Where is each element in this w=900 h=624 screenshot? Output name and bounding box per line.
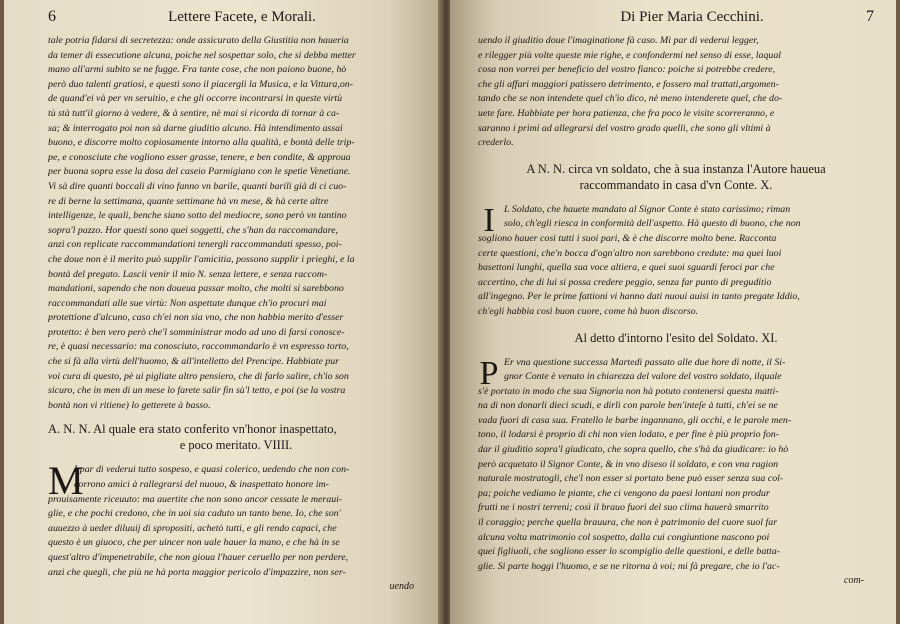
text-line: s'è portato in modo che sua Signoria non hà potuto contenersi questa matti- bbox=[478, 385, 779, 397]
text-line: corrono amici à rallegrarsi del nuouo, & inaspettato honore im- bbox=[74, 479, 329, 491]
text-line: protetto: è ben vero però che'l somministrar modo ad uno di farsi conosce- bbox=[48, 326, 345, 338]
text-line: tale potria fidarsi di secretezza: onde assicurato della Giustitia non haueria bbox=[48, 35, 349, 46]
text-line: anzi con replicate raccommandationi tenergli raccommandati spesso, poi- bbox=[48, 239, 342, 251]
text-line: buono, e discorre molto copiosamente intorno alla qualità, e bontà delle trip- bbox=[48, 137, 355, 149]
drop-cap: I bbox=[483, 201, 495, 239]
page-number: 7 bbox=[865, 8, 874, 25]
letter-text bbox=[478, 203, 874, 320]
section-heading-line: e poco meritato. VIIII. bbox=[179, 438, 293, 453]
text-line: pe, e conosciute che vogliono esser grasse, tenere, e ben condite, & approua bbox=[48, 151, 351, 163]
right-header bbox=[478, 8, 874, 26]
text-line: il coraggio; perche quella brauura, che non è patrimonio del cuore suol far bbox=[478, 517, 778, 529]
drop-cap: P bbox=[479, 354, 499, 392]
left-page bbox=[4, 0, 442, 624]
text-line: crederlo. bbox=[478, 137, 514, 149]
letter-body bbox=[478, 203, 874, 320]
text-line: auuezzo à ueder diluuij di spropositi, achetò tutti, e gli rendo capaci, che bbox=[48, 522, 337, 534]
section-heading-line: A. N. N. Al quale era stato conferito vn'honor inaspettato, bbox=[48, 422, 337, 437]
text-line: na di non donarli dieci scudi, e dirli con parole ben'inteſe à tutti, ch'ei se ne bbox=[478, 400, 778, 412]
text-line: ch'egli habbia così buon cuore, come hà buon discorso. bbox=[478, 305, 699, 317]
text-line: quei figliuoli, che sogliono esser lo scompiglio delle questioni, e delle batta- bbox=[478, 546, 780, 558]
letter-text bbox=[48, 34, 424, 413]
text-line: però duo talenti gratiosi, e questi sono il piacergli la Musica, e la Vittura,on- bbox=[48, 78, 353, 90]
text-line: accertino, che di lui si possa credere peggio, senza far punto di preguditio bbox=[478, 276, 772, 288]
section-heading: Al detto d'intorno l'esito del Soldato. XI. bbox=[574, 330, 778, 345]
text-line: glie, e che pochi credono, che in uoi sia caduto un tanto bene. Io, che son' bbox=[48, 508, 341, 520]
text-line: sogliono hauer così tutti i suoi pari, & è che discorre molto bene. Racconta bbox=[478, 232, 777, 244]
text-line: uendo il giuditio doue l'imaginatione fà caso. Mi par di vederui legger, bbox=[478, 35, 759, 46]
text-line: tono, il lodarsi è proprio di chi non vien lodato, e per fine è più proprio fon- bbox=[478, 429, 779, 441]
letter-text bbox=[478, 356, 874, 575]
text-line: saranno i primi ad allegrarsi del vostro grado quelli, che sono gli vltimi à bbox=[478, 122, 771, 134]
text-line: intelligenze, le quali, benche siano sotto del mediocre, sono però vn tantino bbox=[48, 210, 347, 222]
text-line: vada fuori di casa sua. Fratello le barbe ingannano, gli occhi, e le parole men- bbox=[478, 414, 792, 426]
text-line: anzi che quegli, che più ne hà porta maggior pericolo d'impazzire, non ser- bbox=[48, 566, 346, 578]
text-line: voi cura di questo, pè ui pigliate altro pensiero, che di farlo salire, ch'io son bbox=[48, 370, 349, 382]
text-line: bontà non vi ritiene) lo getterete à basso. bbox=[48, 399, 211, 411]
text-line: L Soldato, che hauete mandato al Signor Conte è stato carissimo; riman bbox=[504, 203, 791, 215]
text-line: per buona sopra esse la dosa del caseio Parmigiano con le spetie Venetiane. bbox=[48, 166, 351, 178]
section-heading-line: A N. N. circa vn soldato, che à sua instanza l'Autore haueua bbox=[526, 161, 826, 176]
text-line: raccommandati alle sue virtù: Non aspettate dunque ch'io procuri mai bbox=[48, 297, 327, 309]
catchword: com- bbox=[844, 575, 864, 587]
text-line: però acquetato il Signor Conte, & in vno diseso il soldato, e con vna ragion bbox=[478, 458, 779, 470]
text-line: mano all'armi subito se ne fugge. Fra tante cose, che non paiono buone, hò bbox=[48, 64, 347, 76]
text-line: che si fà alla virtù dell'huomo, & all'intelletto del Prencipe. Habbiate pur bbox=[48, 356, 340, 368]
text-line: sa; & interrogato poi non sà darne giuditio alcuno. Hà intendimento assai bbox=[48, 122, 343, 134]
text-line: solo, ch'egli riesca in conformità dell'aspetto. Hà questo di buono, che non bbox=[504, 218, 801, 230]
letter-text bbox=[48, 458, 424, 580]
text-line: re, è quasi necessario: ma conosciuto, raccommandarlo è vn espresso torto, bbox=[48, 341, 349, 353]
running-title: Lettere Facete, e Morali. bbox=[168, 9, 316, 25]
left-header bbox=[48, 8, 424, 26]
text-line: certe questioni, che'n bocca d'ogn'altro non sarebbono credute: ma quei luoi bbox=[478, 247, 782, 259]
text-line: che doue non è il merito può supplir l'amicitia, possono supplir i prieghi, e la bbox=[48, 253, 355, 265]
text-line: dar il giuditio sopra'l giudicato, che sopra quello, che s'hà da giudicare: io hò bbox=[478, 444, 789, 456]
letter-body bbox=[478, 356, 874, 575]
text-line: tando che se non intendete quel ch'io dico, nè meno intenderete quel, che do- bbox=[478, 93, 783, 105]
text-line: sopra'l pazzo. Hor questi sono quei soggetti, che s'han da raccomandare, bbox=[48, 224, 338, 236]
text-line: protettione d'alcuno, caso ch'ei non sia vno, che non habbia merito d'esser bbox=[48, 312, 344, 324]
text-line: pa; poiche vediamo le piante, che ci vengono da paesi lontani non produr bbox=[478, 487, 770, 499]
text-line: Er vna questione successa Martedì passato alle due hore di notte, il Si- bbox=[504, 356, 786, 368]
text-line: I par di vederui tutto sospeso, e quasi colerico, uedendo che non con- bbox=[74, 464, 350, 476]
text-line: glie. Si parte hoggi l'huomo, e se ne ritorna à voi; mi fà pregare, che io l'ac- bbox=[478, 560, 780, 572]
page-number: 6 bbox=[48, 8, 56, 25]
letter-body bbox=[48, 458, 424, 580]
text-line: quest'altro d'impenetrabile, che non gioua l'hauer ceruello per non perdere, bbox=[48, 552, 349, 563]
text-line: da temer di essecutione alcuna, poiche nel sospettar solo, che si debba metter bbox=[48, 49, 356, 61]
text-line: prouisamente riceuuto: ma auertite che non sono ancor cessate le meraui- bbox=[48, 493, 343, 505]
text-line: che gli affari maggiori patissero detrimento, e fossero mal trattati,argomen- bbox=[478, 78, 779, 90]
text-line: sicuro, che in men di un mese lo farete salir fin sù'l tetto, e poi (se la vostra bbox=[48, 385, 346, 397]
text-line: questo è un giuoco, che per uincer non uale hauer la mano, e che hà in se bbox=[48, 537, 340, 549]
text-line: mandationi, sapendo che non doueua passar molto, che molti si sarebbono bbox=[48, 283, 344, 295]
text-line: basettoni lunghi, quella sua voce altiera, e quei suoi sguardi feroci par che bbox=[478, 262, 775, 274]
catchword: uendo bbox=[389, 581, 414, 593]
text-line: frutti ne i nostri terreni; così il brauo fuori del suo clima hauerà smarrito bbox=[478, 502, 769, 514]
section-heading bbox=[48, 421, 424, 453]
section-heading bbox=[478, 161, 874, 193]
right-page bbox=[450, 0, 896, 624]
text-line: e rilegger più volte queste mie righe, e confondermi nel senso di esse, laqual bbox=[478, 49, 782, 61]
text-line: all'ingegno. Per le prime fattioni vi hanno dati nuoui auisi in tanto pregate Iddio, bbox=[478, 291, 800, 303]
text-line: de quand'ei và per vn seruitio, e che gli occorre incontrarsi in queste virtù bbox=[48, 93, 343, 105]
letter-text bbox=[478, 34, 874, 151]
text-line: gnor Conte è venuto in chiarezza del valore del vostro soldato, ilquale bbox=[504, 371, 782, 383]
text-line: cosa non vorrei per beneficio del vostro fianco: poiche si potrebbe credere, bbox=[478, 64, 776, 76]
text-line: bontà del pregato. Lascii venir il mio N. senza lettere, e senza raccom- bbox=[48, 268, 328, 280]
text-line: naturale mostratogli, che'l non esser si portato bene può esser senza sua col- bbox=[478, 473, 784, 485]
text-line: re di berne la settimana, quante settimane hà vn mese, & hà certe altre bbox=[48, 195, 329, 207]
text-line: alcuna volta matrimonio col sospetto, dalla cui congiuntione nascono poi bbox=[478, 531, 770, 543]
section-heading-line: raccommandato in casa d'vn Conte. X. bbox=[579, 177, 773, 192]
text-line: uete fare. Habbiate per hora patienza, che fra poco le visite scorreranno, e bbox=[478, 107, 775, 119]
drop-cap: M bbox=[48, 458, 84, 504]
text-line: Vi sà dire quanti boccali di vino fanno vn barile, quanti barili già di ci cuo- bbox=[48, 180, 347, 192]
text-line: tù stà tutt'il giorno à vedere, & à sentire, nè mai si ricorda di tornar à ca- bbox=[48, 107, 340, 119]
running-title: Di Pier Maria Cecchini. bbox=[620, 9, 764, 25]
